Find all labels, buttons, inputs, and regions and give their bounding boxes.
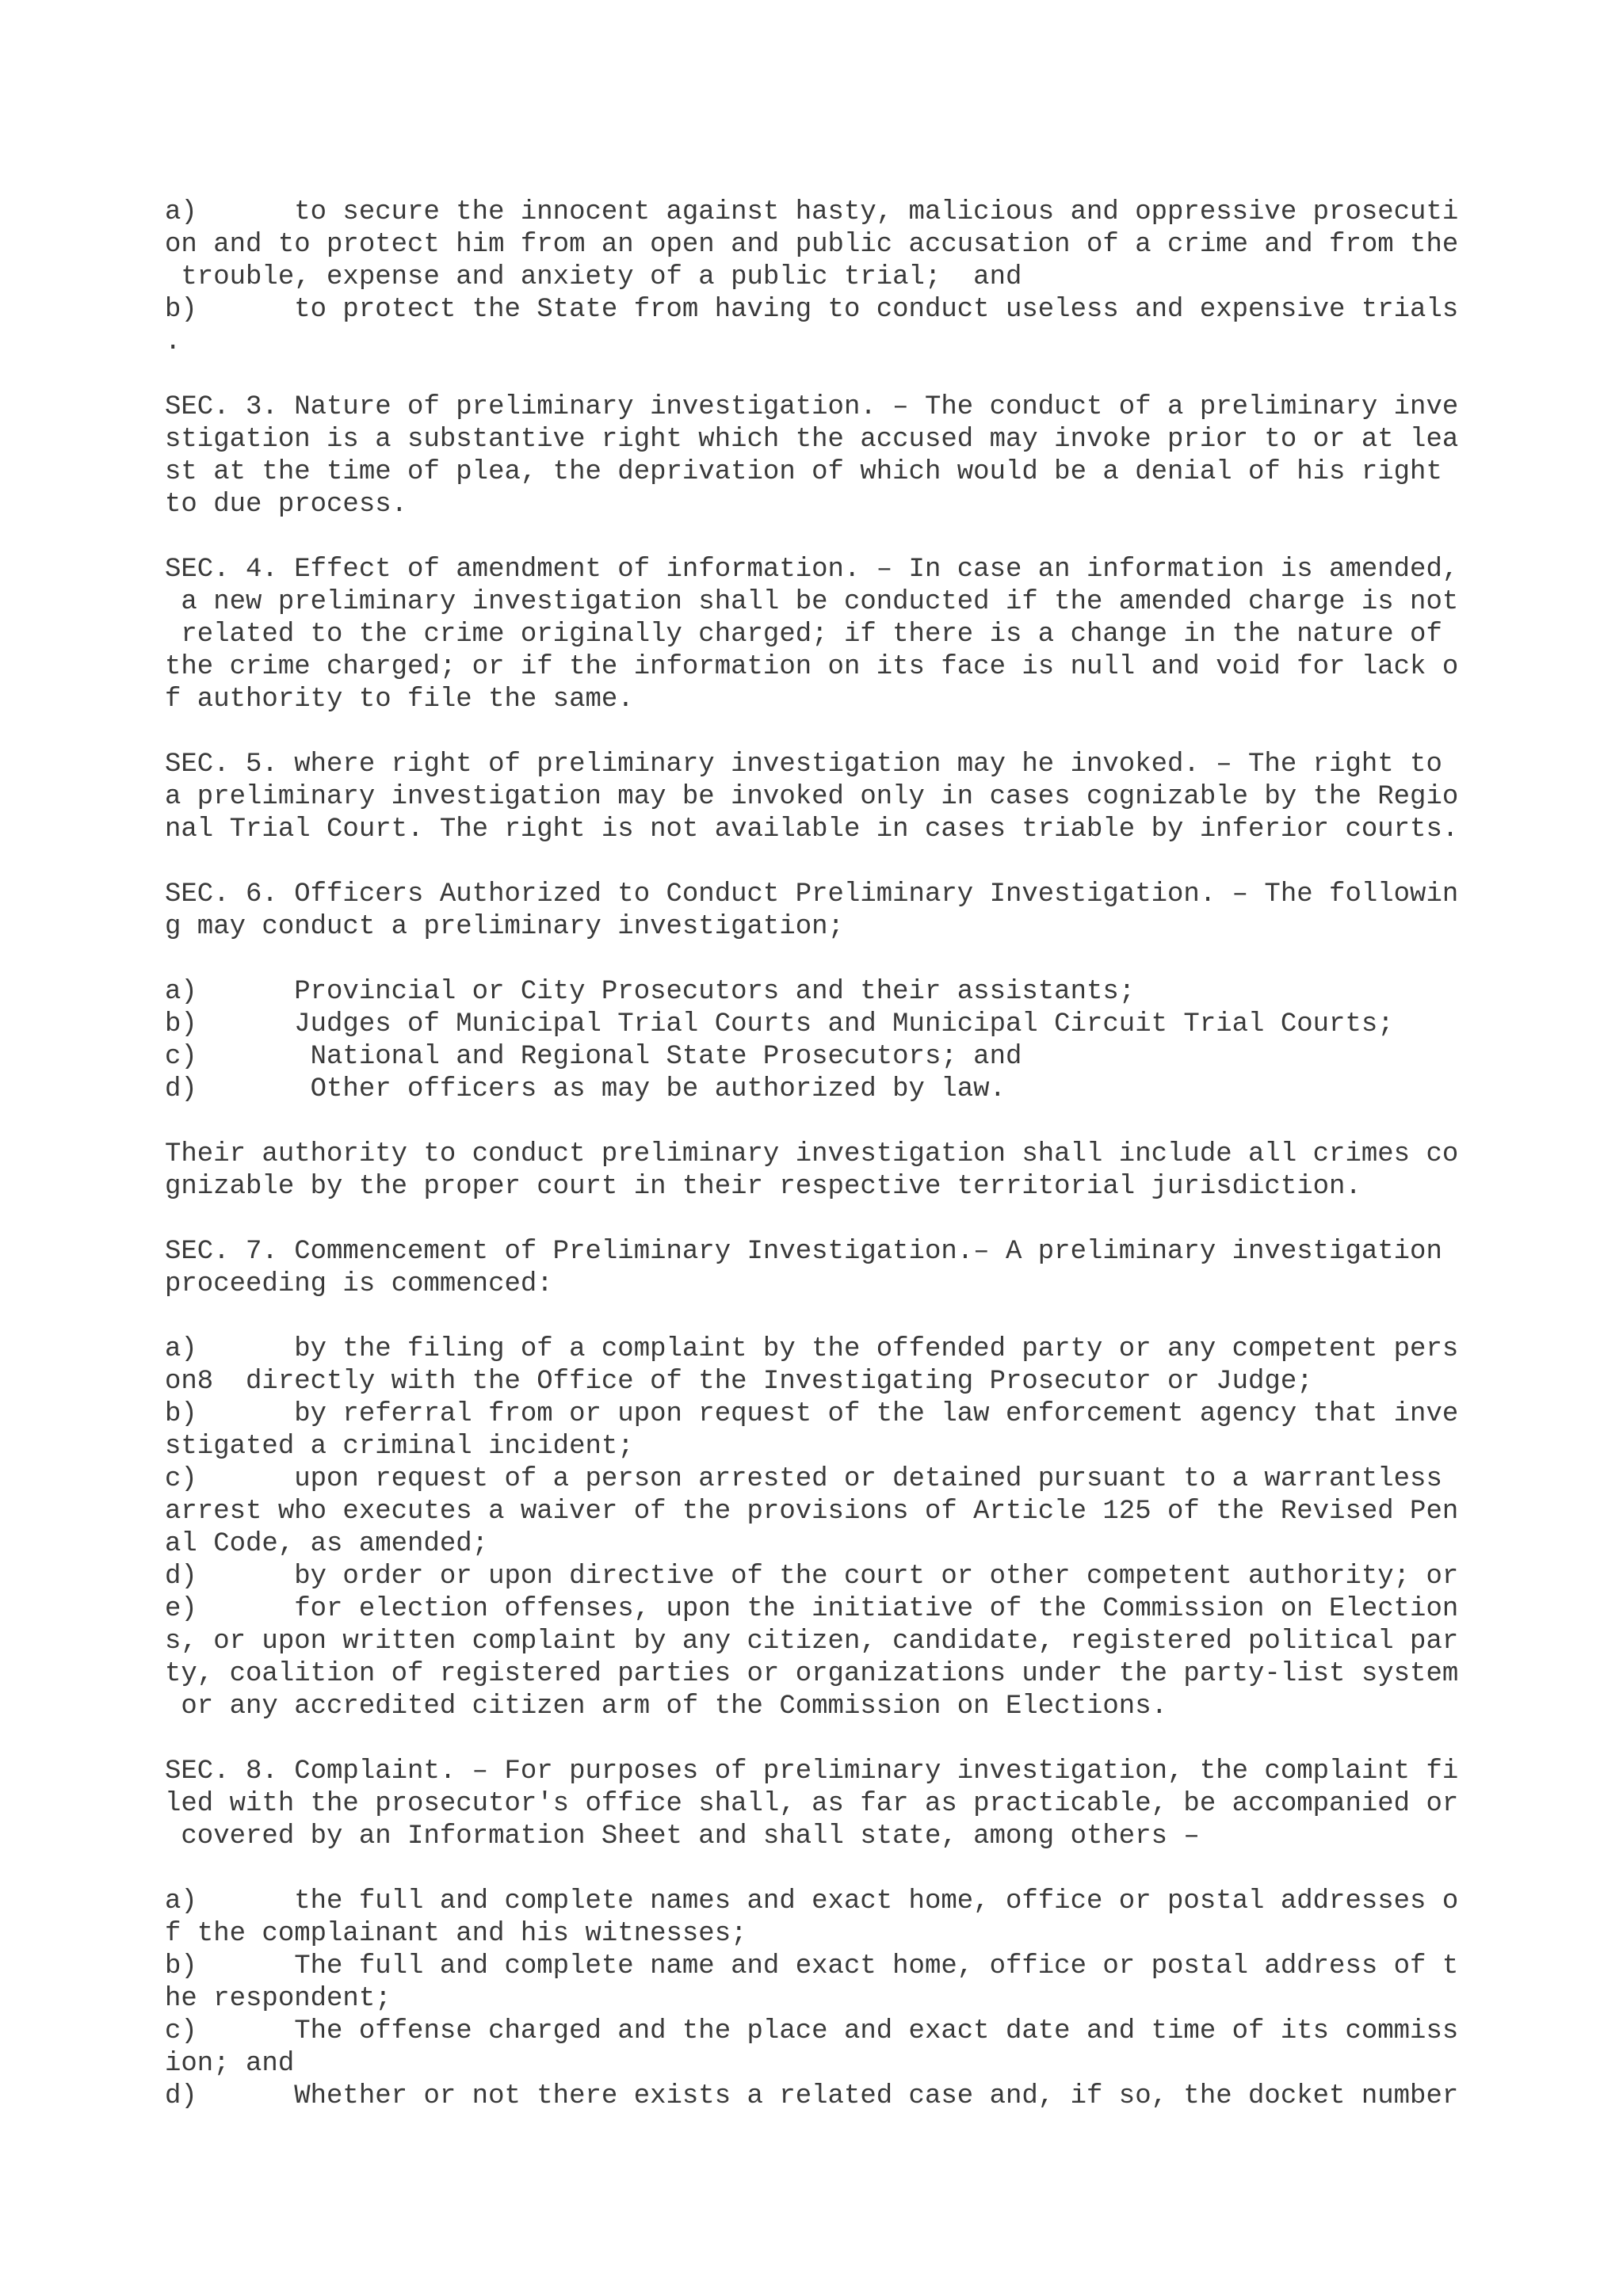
text-line: a new preliminary investigation shall be conducted if the amended charge is not: [165, 587, 1459, 617]
text-line: led with the prosecutor's office shall, as far as practicable, be accompanied or: [165, 1789, 1459, 1819]
text-line: trouble, expense and anxiety of a public trial; and: [165, 262, 1022, 292]
text-line: c) National and Regional State Prosecutors; and: [165, 1042, 1022, 1072]
text-line: he respondent;: [165, 1984, 391, 2014]
text-line: SEC. 7. Commencement of Preliminary Investigation.– A preliminary investigation: [165, 1237, 1442, 1267]
text-line: .: [165, 327, 181, 357]
text-line: [165, 521, 1472, 554]
text-line: d) Other officers as may be authorized by law.: [165, 1074, 1006, 1104]
document-body: [165, 196, 1472, 2113]
text-line: [165, 1853, 1472, 1886]
text-line: nal Trial Court. The right is not available in cases triable by inferior courts.: [165, 814, 1459, 845]
text-line: covered by an Information Sheet and shall state, among others –: [165, 1821, 1200, 1852]
text-line: f the complainant and his witnesses;: [165, 1919, 747, 1949]
text-line: c) The offense charged and the place and exact date and time of its commiss: [165, 2016, 1459, 2046]
text-line: stigated a criminal incident;: [165, 1432, 634, 1462]
text-line: to due process.: [165, 490, 408, 520]
text-line: [165, 846, 1472, 879]
text-line: SEC. 6. Officers Authorized to Conduct Preliminary Investigation. – The followin: [165, 879, 1459, 910]
text-line: a) Provincial or City Prosecutors and their assistants;: [165, 977, 1136, 1007]
text-line: a) by the filing of a complaint by the offended party or any competent pers: [165, 1334, 1459, 1364]
text-line: a) the full and complete names and exact home, office or postal addresses o: [165, 1886, 1459, 1917]
text-line: [165, 1203, 1472, 1236]
text-line: st at the time of plea, the deprivation of which would be a denial of his right: [165, 457, 1442, 487]
text-line: e) for election offenses, upon the initiative of the Commission on Election: [165, 1594, 1459, 1624]
text-line: stigation is a substantive right which the accused may invoke prior to or at lea: [165, 425, 1459, 455]
text-line: related to the crime originally charged; if there is a change in the nature of: [165, 620, 1442, 650]
text-line: SEC. 5. where right of preliminary investigation may he invoked. – The right to: [165, 749, 1442, 780]
text-line: a preliminary investigation may be invoked only in cases cognizable by the Regio: [165, 782, 1459, 812]
text-line: SEC. 4. Effect of amendment of information. – In case an information is amended,: [165, 555, 1459, 585]
text-line: arrest who executes a waiver of the provisions of Article 125 of the Revised Pen: [165, 1497, 1459, 1527]
text-line: [165, 1723, 1472, 1756]
text-line: d) Whether or not there exists a related case and, if so, the docket number: [165, 2081, 1459, 2111]
text-line: a) to secure the innocent against hasty, malicious and oppressive prosecuti: [165, 197, 1459, 227]
text-line: ty, coalition of registered parties or organizations under the party-list system: [165, 1659, 1459, 1689]
text-line: [165, 1106, 1472, 1138]
text-line: b) by referral from or upon request of the law enforcement agency that inve: [165, 1399, 1459, 1429]
text-line: on8 directly with the Office of the Investigating Prosecutor or Judge;: [165, 1367, 1313, 1397]
text-line: SEC. 3. Nature of preliminary investigation. – The conduct of a preliminary inve: [165, 392, 1459, 422]
text-line: or any accredited citizen arm of the Commission on Elections.: [165, 1691, 1168, 1722]
text-line: b) The full and complete name and exact home, office or postal address of t: [165, 1951, 1459, 1981]
text-line: ion; and: [165, 2049, 295, 2079]
text-line: proceeding is commenced:: [165, 1269, 553, 1299]
text-line: the crime charged; or if the information on its face is null and void for lack o: [165, 652, 1459, 682]
text-line: SEC. 8. Complaint. – For purposes of preliminary investigation, the complaint fi: [165, 1756, 1459, 1787]
text-line: on and to protect him from an open and public accusation of a crime and from the: [165, 230, 1459, 260]
text-line: f authority to file the same.: [165, 685, 634, 715]
text-line: g may conduct a preliminary investigation;: [165, 912, 844, 942]
text-line: [165, 359, 1472, 391]
text-line: [165, 1301, 1472, 1333]
text-line: b) Judges of Municipal Trial Courts and Municipal Circuit Trial Courts;: [165, 1009, 1394, 1039]
text-line: [165, 944, 1472, 976]
text-line: b) to protect the State from having to conduct useless and expensive trials: [165, 295, 1459, 325]
text-line: d) by order or upon directive of the court or other competent authority; or: [165, 1562, 1459, 1592]
text-line: gnizable by the proper court in their respective territorial jurisdiction.: [165, 1172, 1361, 1202]
text-line: al Code, as amended;: [165, 1529, 489, 1559]
text-line: Their authority to conduct preliminary investigation shall include all crimes co: [165, 1139, 1459, 1169]
text-line: c) upon request of a person arrested or detained pursuant to a warrantless: [165, 1464, 1442, 1494]
text-line: s, or upon written complaint by any citizen, candidate, registered political par: [165, 1627, 1459, 1657]
text-line: [165, 716, 1472, 749]
